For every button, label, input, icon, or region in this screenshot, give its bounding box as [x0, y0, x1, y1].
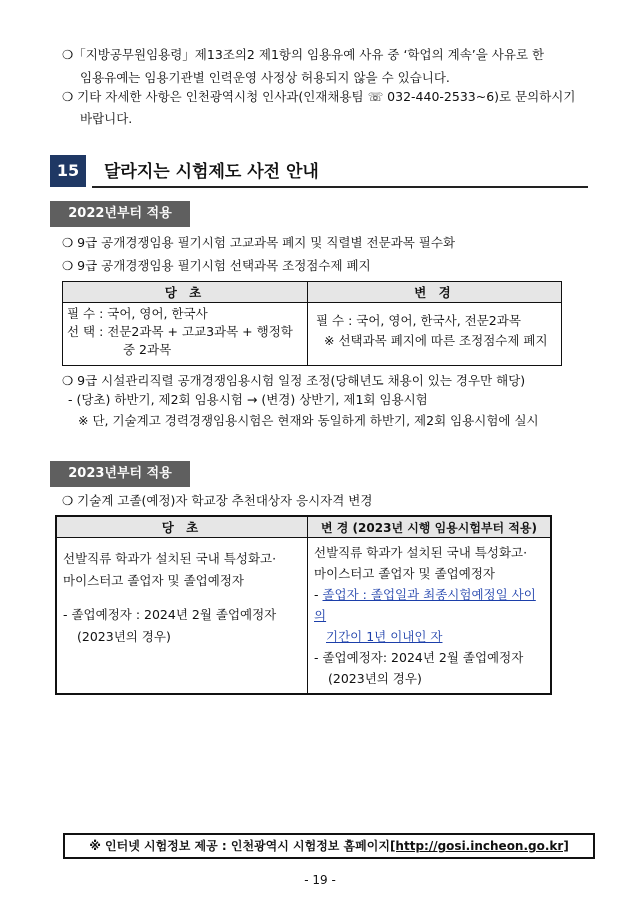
table-2022: [62, 281, 562, 366]
page-number: - 19 -: [304, 873, 336, 887]
table-2023-left-line3: - 졸업예정자 : 2024년 2월 졸업예정자: [63, 607, 277, 622]
intro-line-2a: ❍ 기타 자세한 사항은 인천광역시청 인사과(인재채용팀 ☏ 032-440-2533~6)로 문의하시기: [62, 89, 576, 104]
intro-line-1b: 임용유예는 임용기관별 인력운영 사정상 허용되지 않을 수 있습니다.: [80, 70, 450, 85]
intro-line-2b: 바랍니다.: [80, 111, 133, 126]
table-2022-cell-left: [63, 303, 308, 366]
table-2022-left-line3: 중 2과목: [123, 342, 172, 357]
table-2023-right-line3: [314, 584, 544, 626]
table-2022-right-line2: ※ 선택과목 폐지에 따른 조정점수제 폐지: [324, 333, 548, 348]
intro-line-1a: ❍「지방공무원임용령」제13조의2 제1항의 임용유예 사유 중 ‘학업의 계속’을 사유로 한: [62, 47, 545, 62]
bullet-2022-3-sub: - (당초) 하반기, 제2회 임용시험 → (변경) 상반기, 제1회 임용시험: [68, 392, 428, 407]
table-2023-right-line5: - 졸업예정자: 2024년 2월 졸업예정자: [314, 650, 524, 665]
table-2022-cell-right: [308, 303, 562, 366]
bullet-2022-3: ❍ 9급 시설관리직렬 공개경쟁임용시험 일정 조정(당해년도 채용이 있는 경우만 해당): [62, 373, 526, 388]
table-2023-left-line4: (2023년의 경우): [77, 629, 171, 644]
footer-link[interactable]: [http://gosi.incheon.go.kr]: [389, 839, 569, 853]
table-2023-right-line4-text: 기간이 1년 이내인 자: [326, 629, 443, 644]
band-2022: 2022년부터 적용: [50, 201, 190, 227]
table-2022-left-line2: 선 택 : 전문2과목 + 고교3과목 + 행정학: [67, 324, 293, 339]
table-2023-cell-right: [308, 538, 552, 695]
section-number: 15: [50, 155, 86, 187]
table-2023-right-line4: [314, 626, 544, 647]
footer-text: ※ 인터넷 시험정보 제공 : 인천광역시 시험정보 홈페이지: [89, 839, 390, 853]
table-2023: [55, 515, 552, 695]
band-2023: 2023년부터 적용: [50, 461, 190, 487]
table-2023-right-line3-text: 졸업자 : 졸업일과 최종시험예정일 사이의: [314, 587, 536, 623]
table-2023-right-line2: 마이스터고 졸업자 및 졸업예정자: [314, 566, 495, 581]
table-2022-head-left: 당 초: [63, 282, 308, 303]
table-2023-left-line1: 선발직류 학과가 설치된 국내 특성화고·: [63, 551, 277, 566]
footer-notice: [63, 833, 595, 859]
bullet-2022-3-note: ※ 단, 기술계고 경력경쟁임용시험은 현재와 동일하게 하반기, 제2회 임용시험에 실시: [78, 413, 539, 428]
table-2022-head-right: 변 경: [308, 282, 562, 303]
table-2023-head-right-text: 변 경 (2023년 시행 임용시험부터 적용): [321, 520, 537, 535]
bullet-2022-2: ❍ 9급 공개경쟁임용 필기시험 선택과목 조정점수제 폐지: [62, 258, 371, 273]
table-2022-left-line1: 필 수 : 국어, 영어, 한국사: [67, 306, 208, 321]
bullet-2022-1: ❍ 9급 공개경쟁임용 필기시험 고교과목 폐지 및 직렬별 전문과목 필수화: [62, 235, 456, 250]
table-2023-right-line6: (2023년의 경우): [328, 671, 422, 686]
bullet-2023-1: ❍ 기술계 고졸(예정)자 학교장 추천대상자 응시자격 변경: [62, 493, 373, 508]
table-2022-right-line1: 필 수 : 국어, 영어, 한국사, 전문2과목: [316, 313, 521, 328]
table-2023-left-line2: 마이스터고 졸업자 및 졸업예정자: [63, 573, 244, 588]
table-2023-head-left: [56, 516, 308, 538]
section-title: 달라지는 시험제도 사전 안내: [104, 162, 319, 182]
table-2023-head-left-text: 당 초: [161, 520, 203, 535]
table-2023-right-line1: 선발직류 학과가 설치된 국내 특성화고·: [314, 545, 528, 560]
section-divider: [92, 186, 588, 188]
table-2023-head-right: [308, 516, 552, 538]
table-2023-right-line3-prefix: -: [314, 587, 323, 602]
table-2023-cell-left: [56, 538, 308, 695]
